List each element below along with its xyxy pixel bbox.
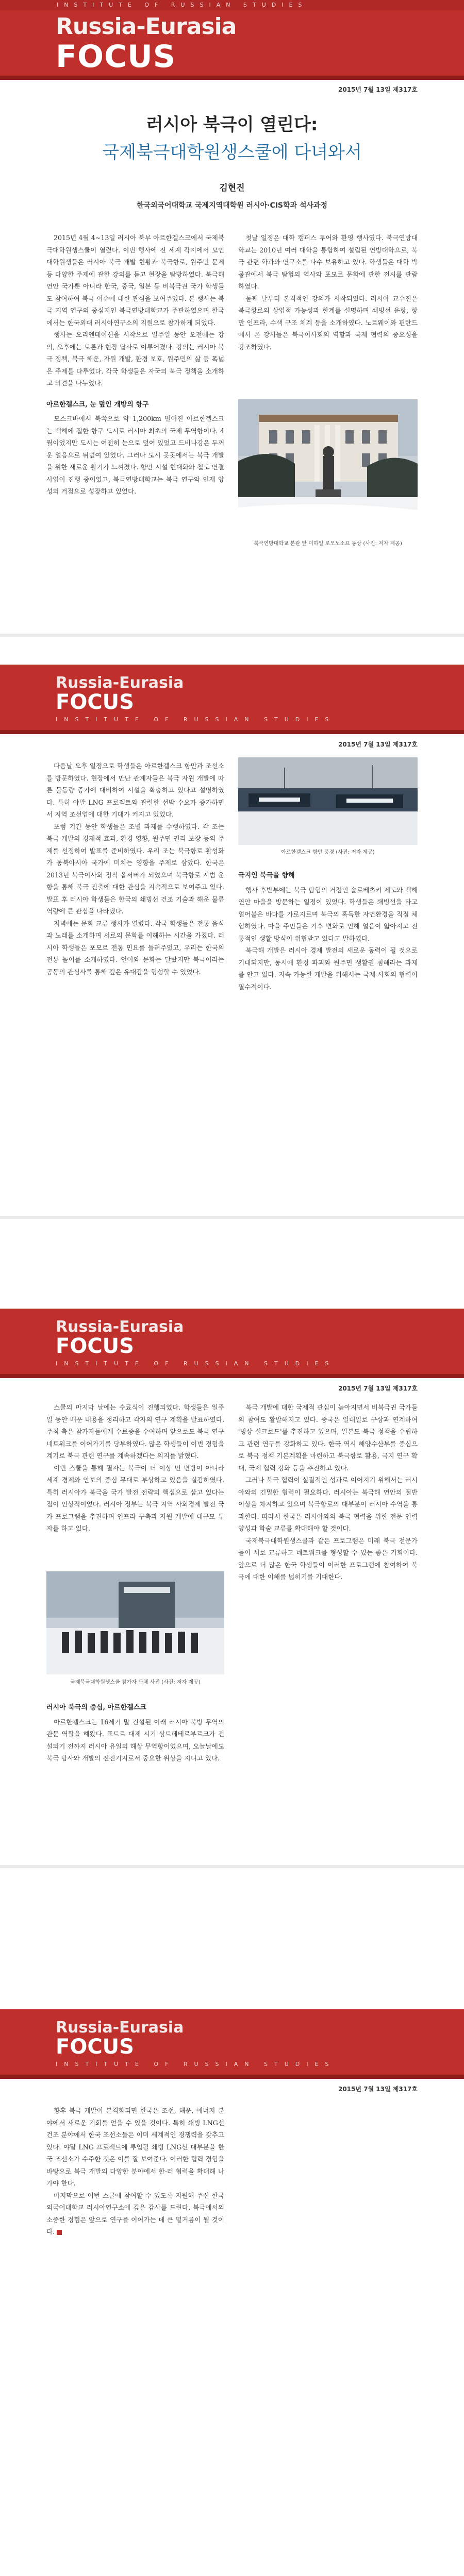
end-mark-icon [57, 2230, 62, 2235]
paragraph: 스쿨의 마지막 날에는 수료식이 진행되었다. 학생들은 일주일 동안 배운 내용을 정리하고 각자의 연구 계획을 발표하였다. 주최 측은 참가자들에게 수료증을 수여하며 앞으로도 북극 연구 네트워크를 이어가기를 당부하였다. 많은 학생들이 이번 경험을 계기로 북극 관련 연구를 계속하겠다는 의지를 밝혔다. [46, 1403, 224, 1460]
page3-column-left-2 [46, 1692, 224, 1765]
masthead-page4 [0, 2009, 464, 2079]
masthead-title-line2: FOCUS [56, 39, 176, 75]
masthead-institute: INSTITUTE OF RUSSIAN STUDIES [57, 2, 308, 8]
paragraph-text: 마지막으로 이번 스쿨에 참여할 수 있도록 지원해 주신 한국외국어대학교 러시아연구소에 깊은 감사를 드린다. 북극에서의 소중한 경험은 앞으로 연구를 이어가는 데 큰 밑거름이 될 것이다. [46, 2191, 224, 2235]
masthead [0, 0, 464, 80]
masthead-institute: INSTITUTE OF RUSSIAN STUDIES [56, 1360, 336, 1367]
paragraph: 행사는 오리엔테이션을 시작으로 일주일 동안 오전에는 강의, 오후에는 토론과 현장 답사로 이루어졌다. 강의는 러시아 북극 정책, 북극 해운, 자원 개발, 환경 보호, 원주민의 삶 등 폭넓은 주제를 다루었다. 각국 학생들은 자국의 북극 정책을 소개하고 의견을 나누었다. [46, 331, 224, 387]
paragraph: 첫날 일정은 대학 캠퍼스 투어와 환영 행사였다. 북극연방대학교는 2010년 여러 대학을 통합하여 설립된 연방대학으로, 북극 관련 학과와 연구소를 다수 보유하고 있다. 학생들은 대학 박물관에서 북극 탐험의 역사와 포모르 문화에 관한 전시를 관람하였다. [238, 234, 418, 290]
page1-column-right [238, 232, 418, 353]
page2-column-right [238, 860, 418, 993]
issue-date: 2015년 7월 13일 제317호 [338, 1385, 418, 1392]
paragraph: 향후 북극 개발이 본격화되면 한국은 조선, 해운, 에너지 분야에서 새로운 기회를 얻을 수 있을 것이다. 특히 쇄빙 LNG선 건조 분야에서 한국 조선소들은 이미 세계적인 경쟁력을 갖추고 있다. 야말 LNG 프로젝트에 투입될 쇄빙 LNG선 대부분을 한국 조선소가 수주한 것은 이를 잘 보여준다. 이러한 협력 경험을 바탕으로 북극 개발의 다양한 분야에서 한·러 협력을 확대해 나가야 한다. [46, 2107, 224, 2187]
article-author: 김현진 [219, 183, 245, 193]
paragraph: 북극해 개발은 러시아 경제 발전의 새로운 동력이 될 것으로 기대되지만, 동시에 환경 파괴와 원주민 생활권 침해라는 과제를 안고 있다. 지속 가능한 개발을 위해서는 국제 사회의 협력이 필수적이다. [238, 946, 418, 991]
paragraph: 아르한겔스크는 16세기 말 건설된 이래 러시아 북방 무역의 관문 역할을 해왔다. 표트르 대제 시기 상트페테르부르크가 건설되기 전까지 러시아 유일의 해상 무역항이었으며, 오늘날에도 북극 탐사와 개발의 전진기지로서 중요한 위상을 지니고 있다. [46, 1718, 224, 1762]
paragraph: 행사 후반부에는 북극 탐험의 거점인 솔로베츠키 제도와 백해 연안 마을을 방문하는 일정이 있었다. 학생들은 쇄빙선을 타고 얼어붙은 바다를 가로지르며 북극의 혹독한 자연환경을 직접 체험하였다. 마을 주민들은 기후 변화로 인해 얼음이 얇아지고 전통적인 생활 방식이 위협받고 있다고 말하였다. [238, 886, 418, 942]
page3-column-right [238, 1401, 418, 1583]
article-headline: 러시아 북극이 열린다: [146, 114, 318, 135]
paragraph: 이번 스쿨을 통해 필자는 북극이 더 이상 먼 변방이 아니라 세계 경제와 안보의 중심 무대로 부상하고 있음을 실감하였다. 특히 러시아가 북극을 국가 발전 전략의 핵심으로 삼고 있다는 점이 인상적이었다. 러시아 정부는 북극 지역 사회경제 발전 국가 프로그램을 추진하며 인프라 구축과 자원 개발에 대규모 투자를 하고 있다. [46, 1464, 224, 1532]
masthead-page2 [0, 665, 464, 734]
article-affiliation: 한국외국어대학교 국제지역대학원 러시아·CIS학과 석사과정 [136, 201, 328, 210]
paragraph: 저녁에는 문화 교류 행사가 열렸다. 각국 학생들은 전통 음식과 노래를 소개하며 서로의 문화를 이해하는 시간을 가졌다. 러시아 학생들은 포모르 전통 민요를 들려주었고, 우리는 한국의 전통 놀이를 소개하였다. 언어와 문화는 달랐지만 북극이라는 공동의 관심사를 통해 깊은 유대감을 형성할 수 있었다. [46, 919, 224, 976]
masthead-title-line2: FOCUS [56, 1334, 134, 1358]
paragraph [46, 2190, 224, 2238]
photo-caption: 아르한겔스크 항만 풍경 (사진: 저자 제공) [281, 850, 375, 855]
paragraph: 북극 개발에 대한 국제적 관심이 높아지면서 비북극권 국가들의 참여도 활발해지고 있다. 중국은 일대일로 구상과 연계하여 '빙상 실크로드'를 추진하고 있으며, 일본도 북극 정책을 수립하고 관련 연구를 강화하고 있다. 한국 역시 해양수산부를 중심으로 북극 정책 기본계획을 마련하고 북극항로 활용, 극지 연구 확대, 국제 협력 강화 등을 추진하고 있다. [238, 1403, 418, 1472]
photo-caption: 북극연방대학교 본관 앞 미하일 로모노소프 동상 (사진: 저자 제공) [254, 541, 402, 547]
paragraph: 다음날 오후 일정으로 학생들은 아르한겔스크 항만과 조선소를 방문하였다. 현장에서 만난 관계자들은 북극 자원 개발에 따른 물동량 증가에 대비하여 시설을 확충하고 있다고 설명하였다. 특히 야말 LNG 프로젝트와 관련한 선박 수요가 증가하면서 지역 조선업에 대한 기대가 커지고 있었다. [46, 762, 224, 818]
masthead-title-line2: FOCUS [56, 690, 134, 714]
masthead-page3 [0, 1309, 464, 1378]
issue-date: 2015년 7월 13일 제317호 [338, 86, 418, 93]
section-heading: 극지인 북극을 향해 [238, 872, 295, 879]
issue-date: 2015년 7월 13일 제317호 [338, 741, 418, 748]
photo-university-building [238, 399, 418, 536]
photo-harbor [238, 757, 418, 845]
paragraph: 둘째 날부터 본격적인 강의가 시작되었다. 러시아 교수진은 북극항로의 상업적 가능성과 한계를 설명하며 쇄빙선 운항, 항만 인프라, 수색 구조 체계 등을 소개하였다. 노르웨이와 핀란드에서 온 강사들은 북극이사회의 역할과 국제 협력의 중요성을 강조하였다. [238, 294, 418, 351]
issue-date: 2015년 7월 13일 제317호 [338, 2086, 418, 2093]
photo-participants [46, 1571, 224, 1674]
paragraph: 그러나 북극 협력이 실질적인 성과로 이어지기 위해서는 러시아와의 긴밀한 협력이 필요하다. 러시아는 북극해 연안의 절반 이상을 차지하고 있으며 북극항로의 대부분이 러시아 수역을 통과한다. 따라서 한국은 러시아와의 북극 협력을 위한 전문 인력 양성과 학술 교류를 확대해야 할 것이다. [238, 1476, 418, 1532]
page1-column-left [46, 232, 224, 498]
masthead-title-line2: FOCUS [56, 2035, 134, 2059]
masthead-institute: INSTITUTE OF RUSSIAN STUDIES [56, 2061, 336, 2067]
masthead-title-line1: Russia-Eurasia [56, 1318, 184, 1336]
page2-column-left [46, 760, 224, 978]
paragraph: 국제북극대학원생스쿨과 같은 프로그램은 미래 북극 전문가들이 서로 교류하고 네트워크를 형성할 수 있는 좋은 기회이다. 앞으로 더 많은 한국 학생들이 이러한 프로그램에 참여하여 북극에 대한 이해를 넓히기를 기대한다. [238, 1536, 418, 1581]
paragraph: 2015년 4월 4~13일 러시아 북부 아르한겔스크에서 국제북극대학원생스쿨이 열렸다. 이번 행사에 전 세계 각지에서 모인 대학원생들은 러시아 북극 개발 현황과 북극항로, 원주민 문제 등 다양한 주제에 관한 강의를 듣고 현장을 탐방하였다. 북극해 연안 국가뿐 아니라 한국, 중국, 일본 등 비북극권 국가 학생들도 참여하여 북극 이슈에 대한 관심을 보여주었다. 본 행사는 북극 지역 연구의 중심지인 북극연방대학교가 주관하였으며 한국에서는 한국외대 러시아연구소의 지원으로 참가하게 되었다. [46, 234, 224, 327]
masthead-title-line1: Russia-Eurasia [56, 674, 184, 692]
masthead-institute: INSTITUTE OF RUSSIAN STUDIES [56, 716, 336, 723]
paragraph: 포럼 기간 동안 학생들은 조별 과제를 수행하였다. 각 조는 북극 개발의 경제적 효과, 환경 영향, 원주민 권리 보장 등의 주제를 선정하여 발표를 준비하였다. 우리 조는 북극항로 활성화가 동북아시아 국가에 미치는 영향을 주제로 삼았다. 한국은 2013년 북극이사회 정식 옵서버가 되었으며 북극항로 시범 운항을 통해 북극 진출에 대한 관심을 지속적으로 보여주고 있다. 발표 후 러시아 학생들은 한국의 쇄빙선 건조 기술과 해운 물류 역량에 큰 관심을 나타냈다. [46, 822, 224, 915]
paragraph: 모스크바에서 북쪽으로 약 1,200km 떨어진 아르한겔스크는 백해에 접한 항구 도시로 러시아 최초의 국제 무역항이다. 4월이었지만 도시는 여전히 눈으로 덮여 있었고 드비나강은 두꺼운 얼음으로 뒤덮여 있었다. 그러나 도시 곳곳에서는 북극 개발을 위한 새로운 활기가 느껴졌다. 항만 시설 현대화와 철도 연결 사업이 진행 중이었고, 북극연방대학교는 북극 연구와 인재 양성의 거점으로 성장하고 있었다. [46, 415, 224, 495]
article-subheadline: 국제북극대학원생스쿨에 다녀와서 [102, 142, 362, 163]
masthead-title-line1: Russia-Eurasia [56, 2019, 184, 2037]
masthead-title-line1: Russia-Eurasia [56, 13, 237, 40]
section-heading: 아르한겔스크, 눈 덮인 개방의 항구 [46, 400, 149, 409]
section-heading: 러시아 북극의 중심, 아르한겔스크 [46, 1704, 146, 1711]
photo-caption: 국제북극대학원생스쿨 참가자 단체 사진 (사진: 저자 제공) [70, 1680, 201, 1685]
page4-column-left [46, 2105, 224, 2238]
page3-column-left [46, 1401, 224, 1535]
